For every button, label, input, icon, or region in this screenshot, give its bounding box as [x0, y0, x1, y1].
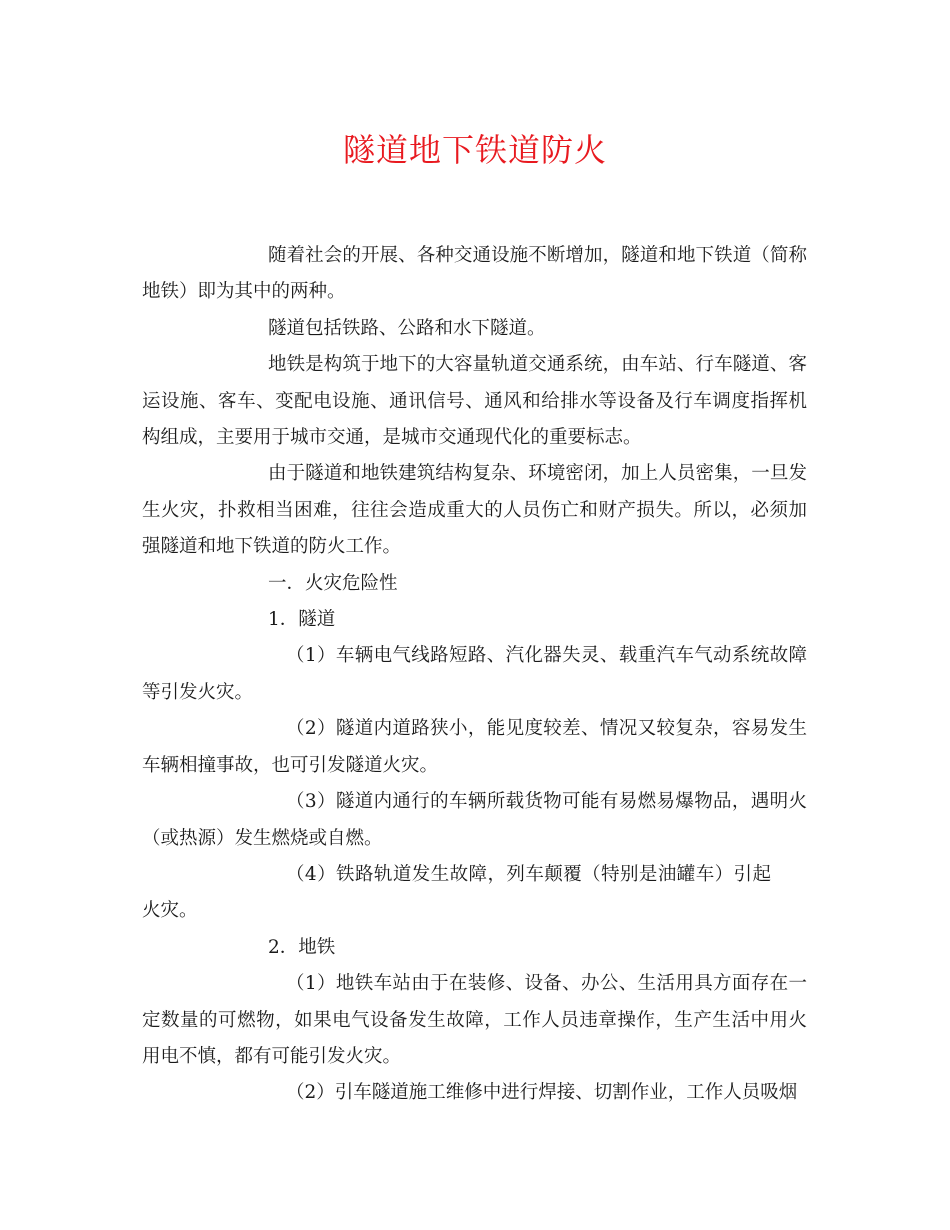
document-body [142, 238, 807, 1112]
list-item: （1）车辆电气线路短路、汽化器失灵、载重汽车气动系统故障等引发火灾。 [142, 645, 807, 703]
page-title: 隧道地下铁道防火 [342, 131, 607, 169]
paragraph-intro: 随着社会的开展、各种交通设施不断增加，隧道和地下铁道（简称地铁）即为其中的两种。 [142, 245, 807, 303]
paragraph-fire-importance: 由于隧道和地铁建筑结构复杂、环境密闭，加上人员密集，一旦发生火灾，扑救相当困难，往往会造成重大的人员伤亡和财产损失。所以，必须加强隧道和地下铁道的防火工作。 [142, 463, 807, 558]
list-item: （2）引车隧道施工维修中进行焊接、切割作业，工作人员吸烟 [286, 1082, 798, 1104]
section-heading-fire-risk: 一．火灾危险性 [268, 572, 398, 594]
subheading-metro: 2．地铁 [268, 936, 336, 958]
list-item: （2）隧道内道路狭小，能见度较差、情况又较复杂，容易发生车辆相撞事故，也可引发隧道火灾。 [142, 718, 807, 776]
paragraph-metro-definition: 地铁是构筑于地下的大容量轨道交通系统，由车站、行车隧道、客运设施、客车、变配电设施、通讯信号、通风和给排水等设备及行车调度指挥机构组成，主要用于城市交通，是城市交通现代化的重要标志。 [142, 354, 807, 449]
list-item: （1）地铁车站由于在装修、设备、办公、生活用具方面存在一定数量的可燃物，如果电气设备发生故障，工作人员违章操作，生产生活中用火用电不慎，都有可能引发火灾。 [142, 973, 807, 1067]
subheading-tunnel: 1．隧道 [268, 609, 336, 631]
paragraph-tunnel-types: 隧道包括铁路、公路和水下隧道。 [268, 317, 546, 339]
list-item: （4）铁路轨道发生故障，列车颠覆（特别是油罐车）引起火灾。 [142, 863, 771, 922]
list-item: （3）隧道内通行的车辆所载货物可能有易燃易爆物品，遇明火（或热源）发生燃烧或自燃。 [142, 791, 807, 849]
